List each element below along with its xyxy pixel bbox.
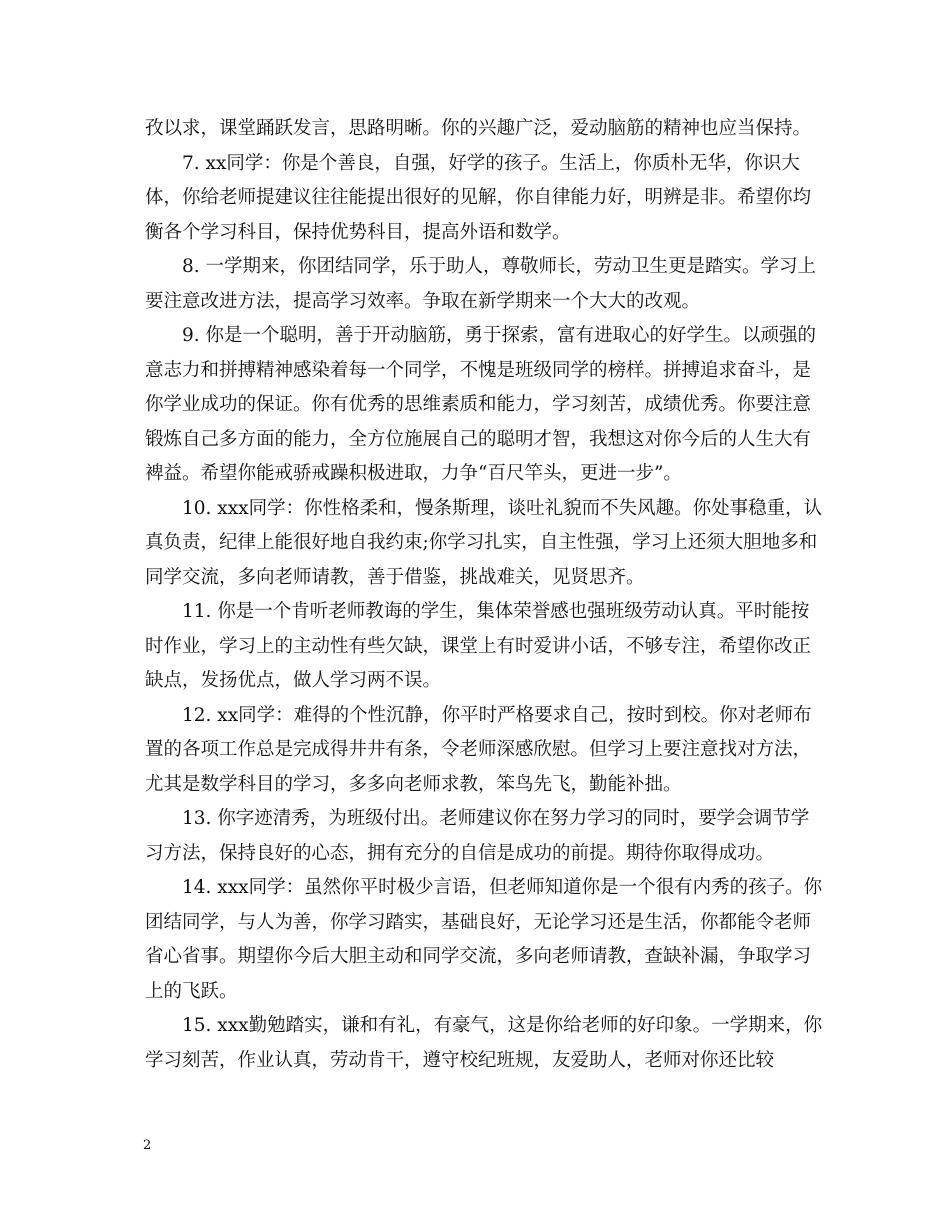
paragraph-comment-12: 12. xx同学：难得的个性沉静，你平时严格要求自己，按时到校。你对老师布置的各项工作总是完成得井井有条，令老师深感欣慰。但学习上要注意找对方法，尤其是数学科目的学习，多多向老师求教，笨鸟先飞，勤能补拙。 — [145, 704, 812, 795]
paragraph-comment-10: 10. xxx同学：你性格柔和，慢条斯理，谈吐礼貌而不失风趣。你处事稳重，认真负责，纪律上能很好地自我约束;你学习扎实，自主性强，学习上还须大胆地多和同学交流，多向老师请教，善于借鉴，挑战难关，见贤思齐。 — [145, 497, 823, 588]
paragraph-comment-8: 8. 一学期来，你团结同学，乐于助人，尊敬师长，劳动卫生更是踏实。学习上要注意改进方法，提高学习效率。争取在新学期来一个大大的改观。 — [145, 256, 817, 312]
paragraph-comment-9: 9. 你是一个聪明，善于开动脑筋，勇于探索，富有进取心的好学生。以顽强的意志力和拼搏精神感染着每一个同学，不愧是班级同学的榜样。拼搏追求奋斗，是你学业成功的保证。你有优秀的思维素质和能力，学习刻苦，成绩优秀。你要注意锻炼自己多方面的能力，全方位施展自己的聪明才智，我想这对你今后的人生大有裨益。希望你能戒骄戒躁积极进取，力争“百尺竿头，更进一步”。 — [145, 325, 817, 484]
paragraph-comment-15: 15. xxx勤勉踏实，谦和有礼，有豪气，这是你给老师的好印象。一学期来，你学习刻苦，作业认真，劳动肯干，遵守校纪班规，友爱助人，老师对你还比较 — [145, 1015, 823, 1071]
document-body — [145, 112, 825, 1078]
paragraph-comment-13: 13. 你字迹清秀，为班级付出。老师建议你在努力学习的同时，要学会调节学习方法，保持良好的心态，拥有充分的自信是成功的前提。期待你取得成功。 — [145, 808, 810, 864]
paragraph-comment-14: 14. xxx同学：虽然你平时极少言语，但老师知道你是一个很有内秀的孩子。你团结同学，与人为善，你学习踏实，基础良好，无论学习还是生活，你都能令老师省心省事。期望你今后大胆主动和同学交流，多向老师请教，查缺补漏，争取学习上的飞跃。 — [145, 877, 823, 1002]
page-number: 2 — [143, 1138, 152, 1153]
paragraph-comment-7: 7. xx同学：你是个善良，自强，好学的孩子。生活上，你质朴无华，你识大体，你给老师提建议往往能提出很好的见解，你自律能力好，明辨是非。希望你均衡各个学习科目，保持优势科目，提高外语和数学。 — [145, 152, 812, 243]
paragraph-continuation: 孜以求，课堂踊跃发言，思路明晰。你的兴趣广泛，爱动脑筋的精神也应当保持。 — [145, 118, 812, 139]
paragraph-comment-11: 11. 你是一个肯听老师教诲的学生，集体荣誉感也强班级劳动认真。平时能按时作业，学习上的主动性有些欠缺，课堂上有时爱讲小话，不够专注，希望你改正缺点，发扬优点，做人学习两不误。 — [145, 601, 812, 691]
